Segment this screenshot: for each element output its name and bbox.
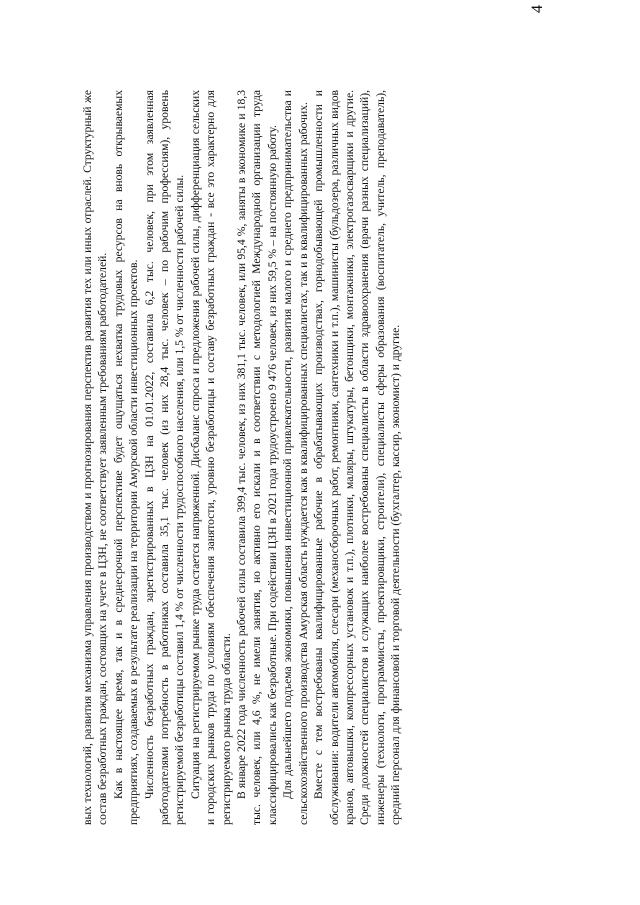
paragraph: Численность безработных граждан, зарегистрированных в ЦЗН на 01.01.2022, составила 6,2 тыс. человек, при этом заявленная работодателями потребность в работниках составила 35,1 тыс. человек (из них 28,4 тыс. человек – по рабочим профессиям), уровень регистрируемой безработицы составил 1,4 % от численности трудоспособного населения, или 1,5 % от численности рабочей силы. xyxy=(142,90,187,825)
paragraph: Вместе с тем востребованы квалифицированные рабочие в обрабатывающих производствах, горнодобывающей промышленности и обслуживании: водители автомобиля, слесари (механосборочных работ, ремонтники, сантехники и т.п.), машинисты (бульдозера, различных видов кранов, автовышки, компрессорных установок и т.п.), плотники, маляры, штукатуры, бетонщики, монтажники, электрогазосварщики и другие. Среди должностей специалистов и служащих наиболее востребованы специалисты в области здравоохранения (врачи разных специализаций), инженеры (технологи, программисты, проектировщики, строители), специалисты сферы образования (воспитатель, учитель, преподаватель), средний персонал для финансовой и торговой деятельности (бухгалтер, кассир, экономист) и другие. xyxy=(312,90,403,825)
paragraph: Для дальнейшего подъема экономики, повышения инвестиционной привлекательности, развития малого и среднего предпринимательства и сельскохозяйственного производства Амурская область нуждается как в квалифицированных специалистах, так и в квалифицированных рабочих. xyxy=(281,90,310,825)
paragraph: В январе 2022 года численность рабочей силы составила 399,4 тыс. человек, из них 381,1 тыс. человек, или 95,4 %, заняты в экономике и 18,3 тыс. человек, или 4,6 %, не имели занятия, но активно его искали и в соответствии с методологией Международной организации труда классифицировались как безработные. При содействии ЦЗН в 2021 года трудоустроено 9 476 человек, из них 59,5 % – на постоянную работу. xyxy=(235,90,279,825)
page-number: 4 xyxy=(529,5,546,13)
paragraph: вых технологий, развития механизма управления производством и прогнозирования перспектив развития тех или иных отраслей. Структурный же состав безработных граждан, состоящих на учете в ЦЗН, не соответствует заявленным требованиям работодателей. xyxy=(81,90,110,825)
paragraph: Как в настоящее время, так и в среднесрочной перспективе будет ощущаться нехватка трудовых ресурсов на вновь открываемых предприятиях, создаваемых в результате реализации на территории Амурской области инвестиционных проектов. xyxy=(111,90,141,825)
document-body xyxy=(80,90,530,825)
paragraph: Ситуация на регистрируемом рынке труда остается напряженной. Дисбаланс спроса и предложения рабочей силы, дифференциация сельских и городских рынков труда по условиям обеспечения занятости, уровню безработицы и составу безработных граждан - все это характерно для регистрируемого рынка труда области. xyxy=(188,90,233,825)
